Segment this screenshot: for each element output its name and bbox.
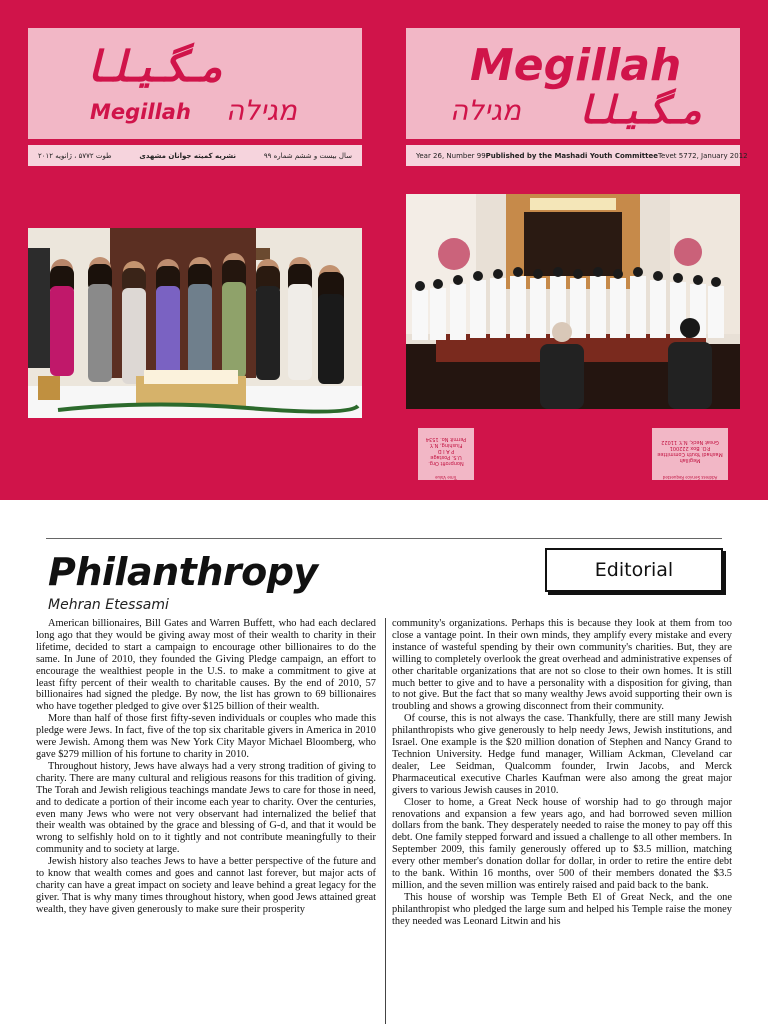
label-line: P.O. Box 222001: [669, 445, 711, 451]
masthead-latin-title: Megillah: [470, 40, 682, 91]
article-title: Philanthropy: [48, 550, 318, 594]
label-line: Mashadi Youth Committee: [657, 451, 723, 457]
paragraph: Of course, this is not always the case. Thankfully, there are still many Jewish philanthropists who give generously to help needy Jews, Jewish institutions, and Israel. One example is the $20 million donation of Stephen and Nancy Grand to Technion University. Hedge fund manager, William Ackman, Cleveland car dealer, Lee Seidman, Qualcomm founder, Irwin Jacobs, and Merck Pharmaceutical executive Charles Kaufman were also among the great major givers to various Jewish causes in 2010.: [392, 713, 732, 796]
label-line: Megillah: [679, 457, 701, 463]
postage-permit-label: [418, 428, 474, 480]
address-service-tag: Address Service Requested: [652, 474, 728, 480]
paragraph: community's organizations. Perhaps this is because they look at them from too close a vantage point. In their own minds, they amplify every mistake and every instance of wasteful spending by their own community's charities. But, they are willing to completely overlook the great overhead and administrative expenses of other charitable organizations that are not so close to their own homes. It is still much better to give and to have a personality with a disposition for giving, than to not give. But the fact that so many wealthy Jews avoid supporting their own is troubling and shows a growing disconnect from their community.: [392, 618, 732, 713]
info-date: Tevet 5772, January 2012: [657, 151, 748, 160]
masthead-hebrew-title: מגילה: [450, 94, 522, 127]
return-address-label: [652, 428, 728, 480]
info-publisher: نشریه کمیته جوانان مشهدی: [139, 151, 237, 160]
article-author: Mehran Etessami: [48, 597, 169, 613]
label-line: U.S. Postage: [430, 454, 462, 460]
paragraph: Throughout history, Jews have always had a very strong tradition of giving to charity. There are many cultural and religious reasons for this tradition of giving. The Torah and Jewish religious teachings mandate Jews to care for those in need, and to dedicate a portion of their income each year to charity. Over the centuries, even many Jews who were not very observant had internalized the belief that their wealth was obtained by the grace and blessing of G-d, and that it would be wrong to selfishly hold on to it tightly and not contribute meaningfully to their community and to society at large.: [36, 760, 376, 856]
label-line: Great Neck, N.Y. 11022: [661, 439, 719, 445]
front-cover-info-bar: [406, 145, 748, 166]
masthead-persian-title: مـگـيـلـا: [580, 88, 702, 132]
paragraph: Closer to home, a Great Neck house of worship had to go through major renovations and expansion a few years ago, and had borrowed seven million dollars from the bank. They desperately needed to raise the money to pay off this debt. One family stepped forward and issued a challenge to all other members. In September 2009, this family generously offered up to $3.5 million, matching every other member's donation dollar for dollar, in order to retire the entire debt to the bank. Within 16 months, over 500 of their members donated the $3.5 million, and the seven million was entirely raised and paid back to the bank.: [392, 796, 732, 891]
label-line: Nonprofit Org.: [428, 460, 464, 466]
synagogue-photo-illustration: [406, 194, 740, 409]
girls-photo-illustration: [28, 228, 362, 418]
masthead-persian-title: مـگـيـلـا: [88, 42, 223, 91]
section-label-box: [545, 548, 723, 592]
info-date: طوت ۵۷۷۲ ، ژانویه ۲۰۱۲: [38, 151, 112, 160]
header-rule: [46, 538, 722, 539]
info-volume: سال بیست و ششم شماره ۹۹: [263, 151, 352, 160]
masthead-latin-title: Megillah: [90, 100, 191, 124]
girls-celebration-photo: [28, 228, 362, 418]
info-publisher: Published by the Mashadi Youth Committee: [485, 151, 658, 160]
paragraph: This house of worship was Temple Beth El of Great Neck, and the one philanthropist who pledged the large sum and helped his Temple raise the money they needed was Leonard Litwin and his: [392, 891, 732, 927]
back-cover-info-bar: [28, 145, 362, 166]
paragraph: American billionaires, Bill Gates and Warren Buffett, who had each declared long ago that they would be giving away most of their wealth to charity in their lifetime, decided to start a campaign to encourage other billionaires to do the same. In June of 2010, they founded the Giving Pledge campaign, an effort to encourage the wealthiest people in the U.S. to make a commitment to give at least fifty percent of their wealth to charitable causes. By the end of 2010, 57 billionaires had signed the pledge. By now, the list has grown to 69 billionaires who have together pledged to give over $125 billion of their wealth.: [36, 618, 376, 713]
back-cover-masthead: [28, 28, 362, 139]
paragraph: Jewish history also teaches Jews to have a better perspective of the future and to know that wealth comes and goes and cannot last forever, but major acts of charity can have a great impact on society and leave behind a great legacy for the giver. That is why many times throughout history, when good Jews attained great wealth, they have given generously to make sure their prosperity: [36, 856, 376, 915]
time-value-tag: Time Value: [418, 474, 474, 480]
magazine-cover-spread: [0, 0, 768, 500]
column-divider: [385, 618, 386, 1024]
article-column-left: [36, 618, 376, 1024]
label-line: Permit No. 1534: [425, 436, 467, 442]
paragraph: More than half of those first fifty-seven individuals or couples who made this pledge were Jews. In fact, five of the top six charitable givers in America in 2010 were Jewish. Among them was New York City Mayor Michael Bloomberg, who gave $279 million of his fortune to charity in 2010.: [36, 713, 376, 760]
synagogue-ceremony-photo: [406, 194, 740, 409]
info-volume: Year 26, Number 99: [416, 151, 486, 160]
label-line: P A I D: [437, 448, 455, 454]
masthead-hebrew-title: מגילה: [226, 94, 298, 127]
section-label: Editorial: [594, 559, 674, 581]
label-line: Flushing, N.Y.: [429, 442, 463, 448]
front-cover-masthead: [406, 28, 740, 139]
article-column-right: [392, 618, 732, 1024]
